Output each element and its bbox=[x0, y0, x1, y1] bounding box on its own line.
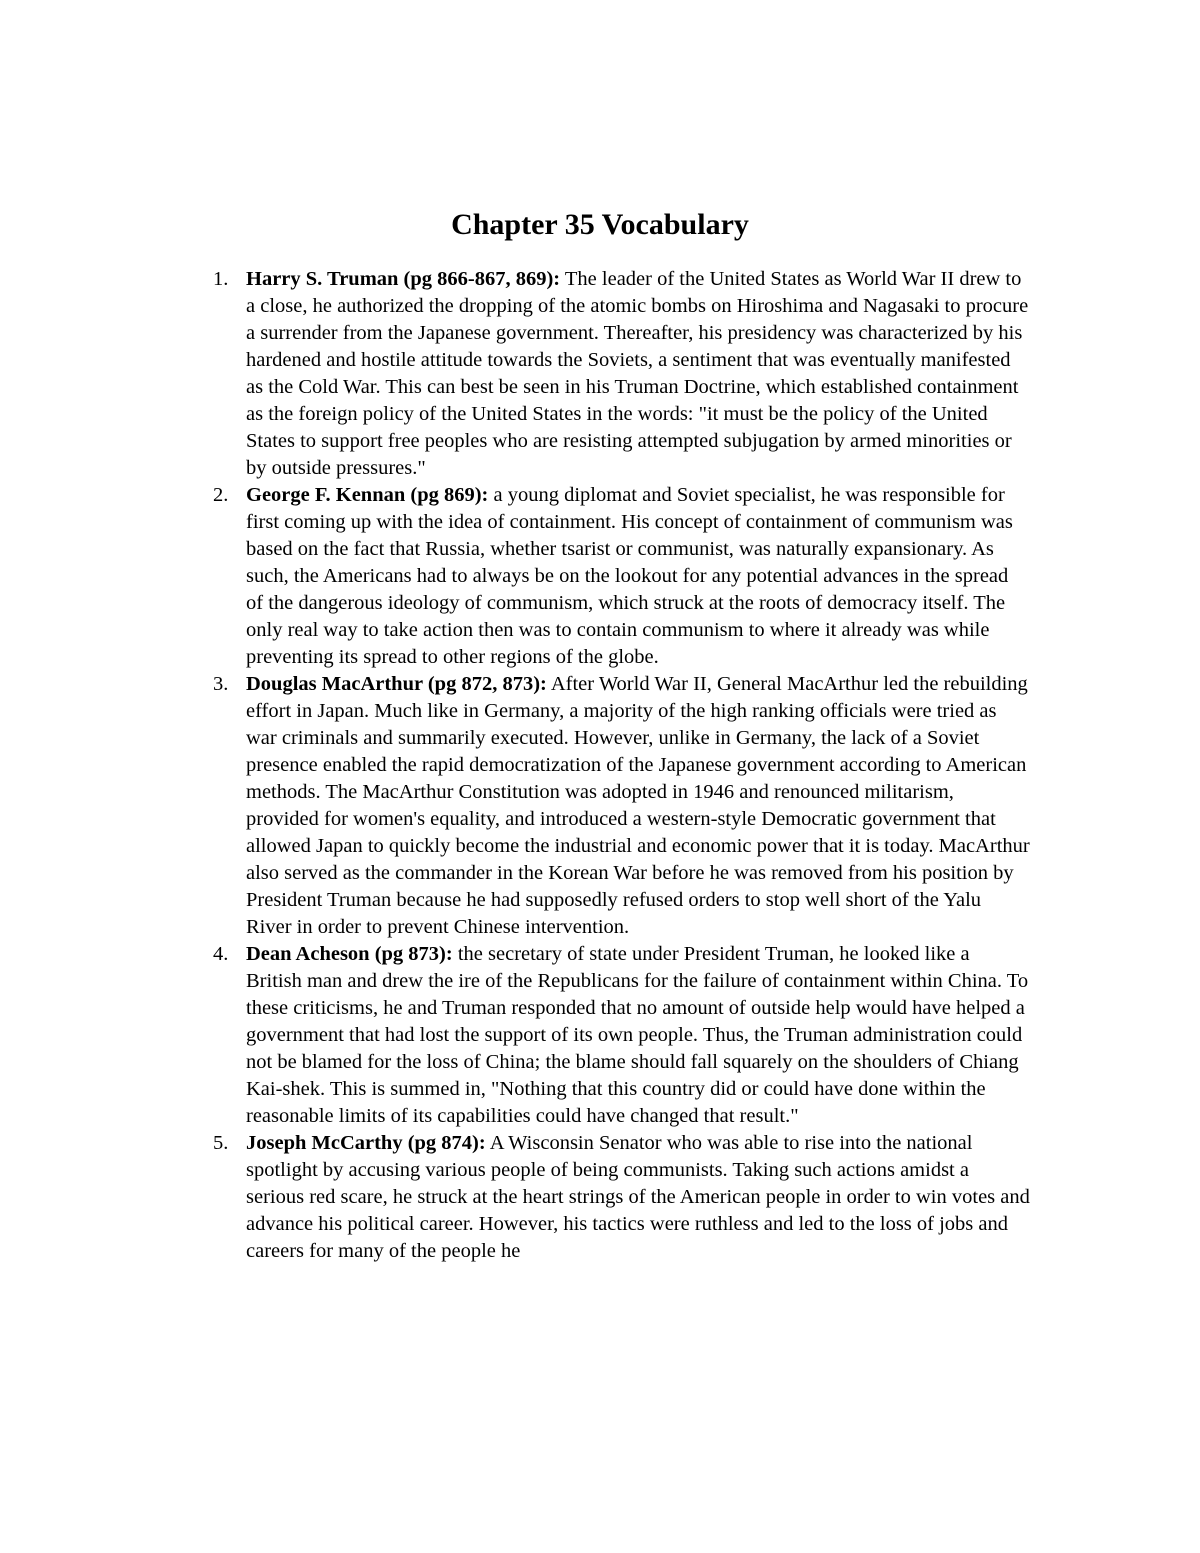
vocab-definition: A Wisconsin Senator who was able to rise into the national spotlight by accusing various people of being communists. Taking such actions amidst a serious red scare, he struck at the heart strings of the American people in order to win votes and advance his political career. However, his tactics were ruthless and led to the loss of jobs and careers for many of the people he bbox=[246, 1132, 1030, 1262]
list-number: 5. bbox=[213, 1132, 229, 1154]
vocab-term: Douglas MacArthur (pg 872, 873): bbox=[246, 673, 547, 695]
vocab-term: Joseph McCarthy (pg 874): bbox=[246, 1132, 486, 1154]
vocab-entry-truman bbox=[0, 266, 1030, 482]
vocab-definition: the secretary of state under President Truman, he looked like a British man and drew the ire of the Republicans for the failure of containment within China. To these criticisms, he and Truman responded that no amount of outside help would have helped a government that had lost the support of its own people. Thus, the Truman administration could not be blamed for the loss of China; the blame should fall squarely on the shoulders of Chiang Kai-shek. This is summed in, "Nothing that this country did or could have done within the reasonable limits of its capabilities could have changed that result." bbox=[246, 943, 1029, 1127]
vocab-term: Harry S. Truman (pg 866-867, 869): bbox=[246, 268, 561, 290]
vocab-entry-macarthur bbox=[0, 671, 1030, 941]
vocab-term: George F. Kennan (pg 869): bbox=[246, 484, 489, 506]
vocabulary-list bbox=[0, 266, 1200, 1265]
vocab-entry-acheson bbox=[0, 941, 1030, 1130]
list-number: 4. bbox=[213, 943, 229, 965]
vocab-entry-kennan bbox=[0, 482, 1030, 671]
vocab-term: Dean Acheson (pg 873): bbox=[246, 943, 453, 965]
vocab-definition: After World War II, General MacArthur led the rebuilding effort in Japan. Much like in Germany, a majority of the high ranking officials were tried as war criminals and summarily executed. However, unlike in Germany, the lack of a Soviet presence enabled the rapid democratization of the Japanese government according to American methods. The MacArthur Constitution was adopted in 1946 and renounced militarism, provided for women's equality, and introduced a western-style Democratic government that allowed Japan to quickly become the industrial and economic power that it is today. MacArthur also served as the commander in the Korean War before he was removed from his position by President Truman because he had supposedly refused orders to stop well short of the Yalu River in order to prevent Chinese intervention. bbox=[246, 673, 1030, 938]
vocab-entry-mccarthy bbox=[0, 1130, 1030, 1265]
list-number: 3. bbox=[213, 673, 229, 695]
vocab-definition: The leader of the United States as World War II drew to a close, he authorized the dropping of the atomic bombs on Hiroshima and Nagasaki to procure a surrender from the Japanese government. Thereafter, his presidency was characterized by his hardened and hostile attitude towards the Soviets, a sentiment that was eventually manifested as the Cold War. This can best be seen in his Truman Doctrine, which established containment as the foreign policy of the United States in the words: "it must be the policy of the United States to support free peoples who are resisting attempted subjugation by armed minorities or by outside pressures." bbox=[246, 268, 1029, 479]
list-number: 2. bbox=[213, 484, 229, 506]
page-title: Chapter 35 Vocabulary bbox=[451, 208, 749, 241]
vocab-definition: a young diplomat and Soviet specialist, he was responsible for first coming up with the idea of containment. His concept of containment of communism was based on the fact that Russia, whether tsarist or communist, was naturally expansionary. As such, the Americans had to always be on the lookout for any potential advances in the spread of the dangerous ideology of communism, which struck at the roots of democracy itself. The only real way to take action then was to contain communism to where it already was while preventing its spread to other regions of the globe. bbox=[246, 484, 1013, 668]
list-number: 1. bbox=[213, 268, 229, 290]
